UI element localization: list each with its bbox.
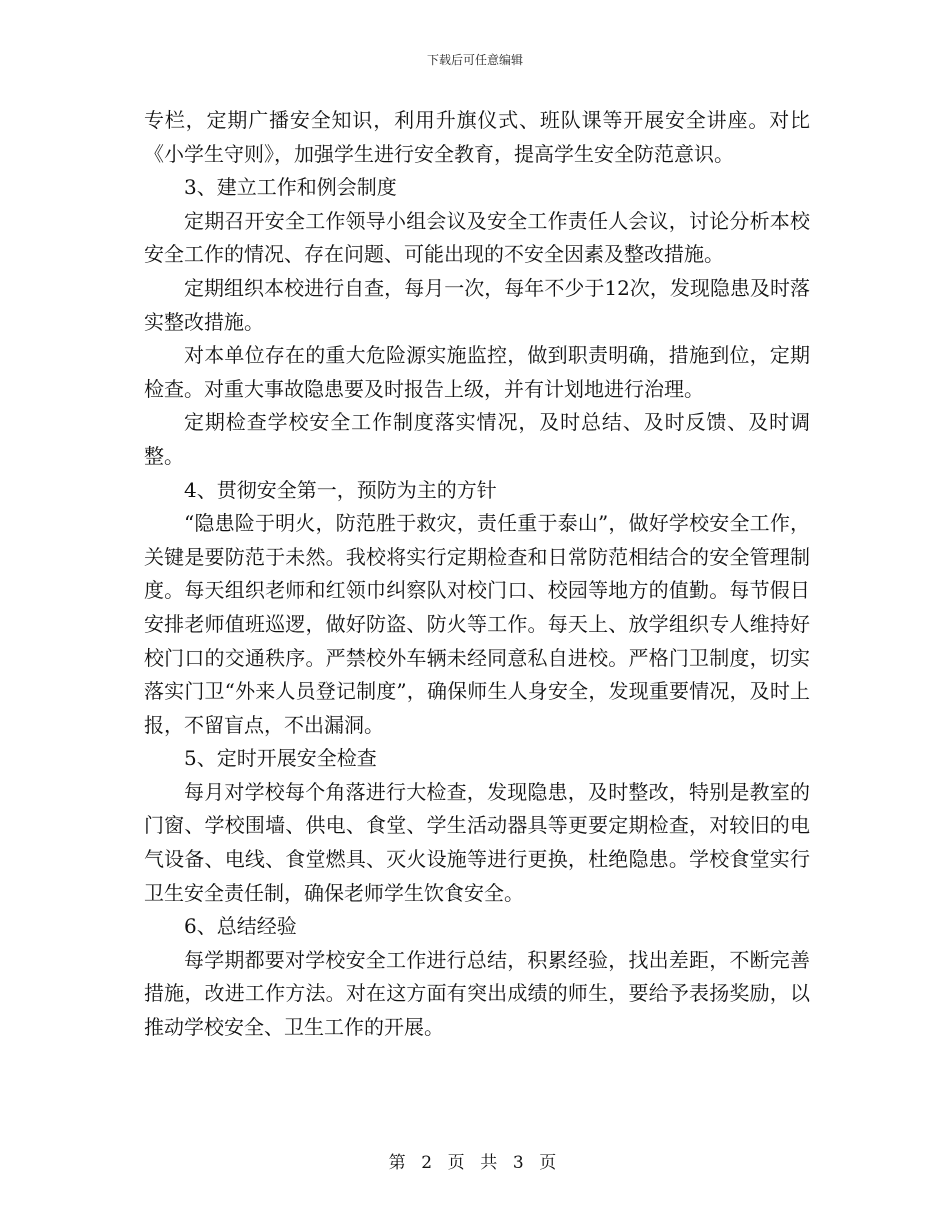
section-heading: 5、定时开展安全检查 [184, 746, 377, 771]
section-heading: 4、贯彻安全第一，预防为主的方针 [184, 477, 497, 502]
paragraph: 每月对学校每个角落进行大检查，发现隐患，及时整改，特别是教室的门窗、学校围墙、供电、食堂、学生活动器具等更要定期检查，对较旧的电气设备、电线、食堂燃具、灭火设施等进行更换，杜绝隐患。学校食堂实行卫生安全责任制，确保老师学生饮食安全。 [144, 779, 810, 905]
paragraph: “隐患险于明火，防范胜于救灾，责任重于泰山”，做好学校安全工作，关键是要防范于未然。我校将实行定期检查和日常防范相结合的安全管理制度。每天组织老师和红领巾纠察队对校门口、校园等地方的值勤。每节假日安排老师值班巡逻，做好防盗、防火等工作。每天上、放学组织专人维持好校门口的交通秩序。严禁校外车辆未经同意私自进校。严格门卫制度，切实落实门卫“外来人员登记制度”，确保师生人身安全，发现重要情况，及时上报，不留盲点，不出漏洞。 [144, 511, 810, 737]
paragraph: 专栏，定期广播安全知识，利用升旗仪式、班队课等开展安全讲座。对比《小学生守则》，加强学生进行安全教育，提高学生安全防范意识。 [144, 108, 810, 166]
paragraph: 定期检查学校安全工作制度落实情况，及时总结、及时反馈、及时调整。 [144, 410, 810, 468]
paragraph: 每学期都要对学校安全工作进行总结，积累经验，找出差距，不断完善措施，改进工作方法。对在这方面有突出成绩的师生，要给予表扬奖励，以推动学校安全、卫生工作的开展。 [144, 947, 810, 1040]
section-heading: 6、总结经验 [184, 914, 297, 939]
section-heading: 3、建立工作和例会制度 [184, 175, 397, 200]
document-body [144, 104, 810, 1045]
paragraph: 定期召开安全工作领导小组会议及安全工作责任人会议，讨论分析本校安全工作的情况、存在问题、可能出现的不安全因素及整改措施。 [144, 208, 810, 267]
paragraph: 对本单位存在的重大危险源实施监控，做到职责明确，措施到位，定期检查。对重大事故隐患要及时报告上级，并有计划地进行治理。 [144, 343, 810, 401]
page-header: 下载后可任意编辑 [426, 53, 523, 67]
page-number: 第 2 页 共 3 页 [388, 1153, 562, 1173]
paragraph: 定期组织本校进行自查，每月一次，每年不少于12次，发现隐患及时落实整改措施。 [144, 275, 810, 334]
